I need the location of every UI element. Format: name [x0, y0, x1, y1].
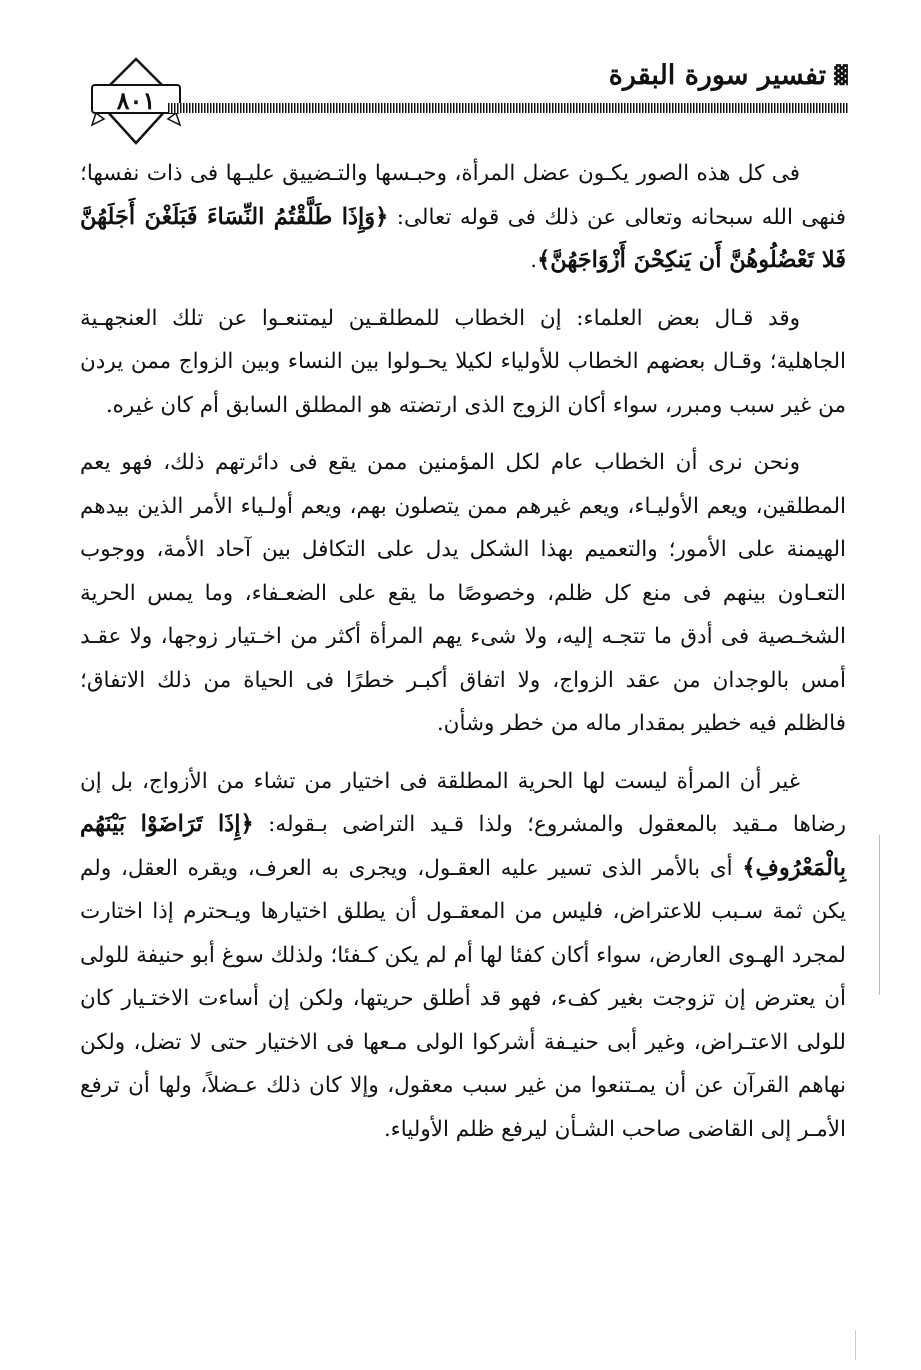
- paragraph-text: ونحن نرى أن الخطاب عام لكل المؤمنين ممن يقع فى دائرتهم ذلك، فهو يعم المطلقين، ويعم الأوليـاء، ويعم غيرهم ممن يتصلون بهم، ويعم أولـياء الأمر الذين بيدهم الهيمنة على الأمور؛ والتعميم بهذا الشكل يدل على التكافل بين آحاد الأمة، ووجوب التعـاون بينهم فى منع كل ظلم، وخصوصًا ما يقع على الضعـفاء، وما يمس الحرية الشخـصية فى أدق ما تتجـه إليه، ولا شىء يهم المرأة أكثر من اخـتيار زوجها، ولا عقـد أمس بالوجدان من عقد الزواج، ولا اتفاق أكبـر خطرًا فى الحياة من ذلك الاتفاق؛ فالظلم فيه خطير بمقدار ماله من خطر وشأن.: [80, 450, 846, 736]
- tafsir-body: [80, 152, 846, 1165]
- paragraph-text: فى كل هذه الصور يكـون عضل المرأة، وحبـسها والتـضييق عليـها فى ذات نفسها؛ فنهى الله سبحانه وتعالى عن ذلك فى قوله تعالى:: [80, 161, 846, 230]
- running-title-text: تفسير سورة البقرة: [608, 60, 827, 91]
- paragraph: [80, 297, 846, 428]
- paragraph-text: أى بالأمر الذى تسير عليه العقـول، ويجرى به العرف، ويقره العقل، ولم يكن ثمة سـبب للاعتراض، فليس من المعقـول أن يطلق اختيارها ويـحترم إذا اختارت لمجرد الهـوى العارض، سواء أكان كفئا لها أم لم يكن كـفئا؛ ولذلك سوغ أبو حنيفة للولى أن يعترض إن تزوجت بغير كفء، فهو قد أطلق حريتها، ولكن إن أساءت الاختـيار كان للولى الاعتـراض، وغير أبى حنيـفة أشركوا الولى مـعها فى الاختيار حتى لا تضل، ولكن نهاهم القرآن عن أن يمـتنعوا من غير سبب معقول، وإلا كان ذلك عـضلاً، ولها أن ترفع الأمـر إلى القاضى صاحب الشـأن ليرفع ظلم الأولياء.: [80, 855, 846, 1142]
- ornament-icon: ▓: [834, 65, 848, 86]
- paragraph-text: .: [530, 248, 538, 273]
- paragraph-text: وقد قـال بعض العلماء: إن الخطاب للمطلقـين ليمتنعـوا عن تلك العنجهـية الجاهلية؛ وقـال بعضهم الخطاب للأولياء لكيلا يحـولوا بين النساء وبين الزواج ممن يردن من غير سبب ومبرر، سواء أكان الزوج الذى ارتضته هو المطلق السابق أم كان غيره.: [80, 305, 846, 418]
- paragraph: [80, 152, 846, 283]
- page-number: ٨٠١: [116, 86, 156, 115]
- scan-edge-mark: [879, 835, 880, 995]
- quran-verse: ﴿إِذَا تَرَاضَوْا بَيْنَهُم بِالْمَعْرُوفِ﴾: [80, 811, 846, 881]
- paragraph-text: غير أن المرأة ليست لها الحرية المطلقة فى اختيار من تشاء من الأزواج، بل إن رضاها مـقيد بالمعقول والمشروع؛ ولذا قـيد التراضى بـقوله:: [80, 768, 846, 837]
- page-header: [90, 55, 848, 145]
- header-rule: [168, 103, 848, 113]
- paragraph: [80, 760, 846, 1152]
- scan-edge-mark: [855, 1330, 856, 1360]
- paragraph: [80, 441, 846, 746]
- quran-verse: ﴿وَإِذَا طَلَّقْتُمُ النِّسَاءَ فَبَلَغْنَ أَجَلَهُنَّ فَلا تَعْضُلُوهُنَّ أَن يَنكِحْنَ أَزْوَاجَهُنَّ﴾: [80, 203, 846, 273]
- running-title: [609, 60, 848, 91]
